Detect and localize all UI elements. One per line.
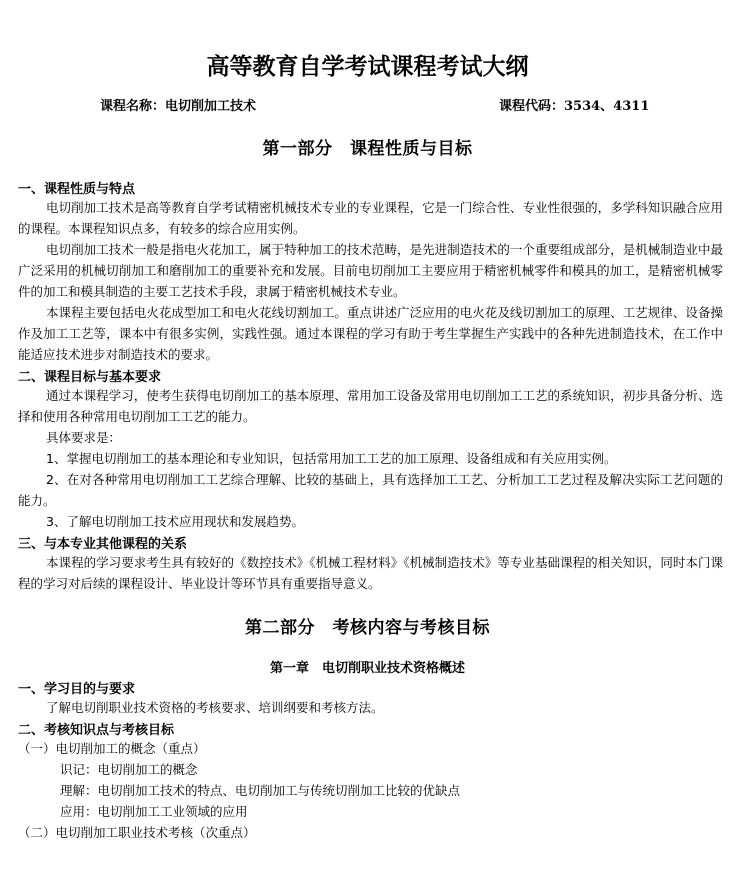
chapter1-section2-heading: 二、考核知识点与考核目标 [18,723,175,738]
chapter1-heading: 第一章 电切削职业技术资格概述 [269,661,465,676]
part1-section3-paragraph: 本课程的学习要求考生具有较好的《数控技术》《机械工程材料》《机械制造技术》等专业基础课程的相关知识，同时本门课程的学习对后续的课程设计、毕业设计等环节具有重要指导意义。 [18,555,723,591]
course-name: 课程名称：电切削加工技术 [100,99,257,114]
document-title: 高等教育自学考试课程考试大纲 [206,54,529,80]
chapter1-section1-paragraph: 了解电切削职业技术资格的考核要求、培训纲要和考核方法。 [46,700,384,715]
subsection-2-heading: （二）电切削加工职业技术考核（次重点） [18,825,256,840]
subsection-1-item-1: 识记：电切削加工的概念 [60,762,198,777]
requirement-item-1: 1、掌握电切削加工的基本理论和专业知识，包括常用加工工艺的加工原理、设备组成和有关应用实例。 [46,451,617,466]
part1-section1-paragraph-3: 本课程主要包括电火花成型加工和电火花线切割加工。重点讲述广泛应用的电火花及线切割加工的原理、工艺规律、设备操作及加工工艺等，课本中有很多实例，实践性强。通过本课程的学习有助于考生掌握生产实践中的各种先进制造技术，在工作中能适应技术进步对制造技术的要求。 [18,305,723,362]
subsection-1-item-3: 应用：电切削加工工业领域的应用 [60,804,248,819]
part1-section1-paragraph-1: 电切削加工技术是高等教育自学考试精密机械技术专业的专业课程，它是一门综合性、专业性很强的，多学科知识融合应用的课程。本课程知识点多，有较多的综合应用实例。 [18,200,723,236]
subsection-1-item-2: 理解：电切削加工技术的特点、电切削加工与传统切削加工比较的优缺点 [60,783,461,798]
subsection-1-heading: （一）电切削加工的概念（重点） [18,741,206,756]
part1-section3-heading: 三、与本专业其他课程的关系 [18,537,188,552]
requirement-item-3: 3、了解电切削加工技术应用现状和发展趋势。 [46,514,304,529]
part1-section2-heading: 二、课程目标与基本要求 [18,370,162,385]
requirements-label: 具体要求是： [46,430,122,445]
chapter1-section1-heading: 一、学习目的与要求 [18,682,136,697]
part2-heading: 第二部分 考核内容与考核目标 [245,618,490,638]
part1-section1-paragraph-2: 电切削加工技术一般是指电火花加工，属于特种加工的技术范畴，是先进制造技术的一个重要组成部分，是机械制造业中最广泛采用的机械切削加工和磨削加工的重要补充和发展。目前电切削加工主要应用于精密机械零件和模具的加工，是精密机械零件的加工和模具制造的主要工艺技术手段，隶属于精密机械技术专业。 [18,242,723,299]
part1-heading: 第一部分 课程性质与目标 [262,139,473,159]
requirement-item-2: 2、在对各种常用电切削加工工艺综合理解、比较的基础上，具有选择加工工艺、分析加工工艺过程及解决实际工艺问题的能力。 [18,472,723,508]
course-code: 课程代码：3534、4311 [499,99,650,114]
part1-section1-heading: 一、课程性质与特点 [18,182,136,197]
part1-section2-intro: 通过本课程学习，使考生获得电切削加工的基本原理、常用加工设备及常用电切削加工工艺的系统知识，初步具备分析、选择和使用各种常用电切削加工工艺的能力。 [18,388,723,424]
